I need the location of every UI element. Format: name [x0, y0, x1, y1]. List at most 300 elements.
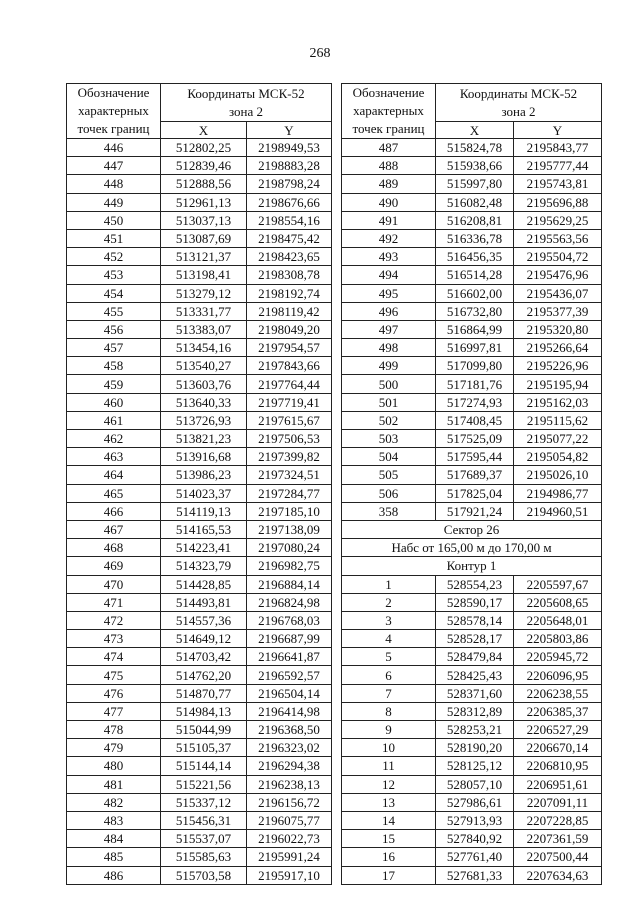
x-value: 513540,27 [161, 357, 247, 375]
table-row [67, 848, 332, 866]
coords-title-line-1: Координаты МСК-52 [187, 85, 305, 101]
x-value: 527913,93 [436, 811, 514, 829]
point-id: 448 [67, 175, 161, 193]
x-value: 517921,24 [436, 502, 514, 520]
y-value: 2197506,53 [247, 430, 332, 448]
y-value: 2197719,41 [247, 393, 332, 411]
y-value: 2207091,11 [514, 793, 602, 811]
y-value: 2205608,65 [514, 593, 602, 611]
point-id: 9 [342, 721, 436, 739]
y-value: 2198798,24 [247, 175, 332, 193]
table-row [67, 411, 332, 429]
point-id: 468 [67, 539, 161, 557]
point-id: 461 [67, 411, 161, 429]
y-value: 2195077,22 [514, 430, 602, 448]
point-id: 4 [342, 630, 436, 648]
y-value: 2196982,75 [247, 557, 332, 575]
x-value: 515938,66 [436, 157, 514, 175]
point-id: 497 [342, 320, 436, 338]
x-value: 513037,13 [161, 211, 247, 229]
coordinates-table-right [341, 83, 602, 885]
x-value: 528125,12 [436, 757, 514, 775]
y-value: 2198308,78 [247, 266, 332, 284]
point-id: 473 [67, 630, 161, 648]
x-value: 517825,04 [436, 484, 514, 502]
x-value: 516456,35 [436, 248, 514, 266]
table-row [342, 575, 602, 593]
x-value: 514557,36 [161, 611, 247, 629]
table-row [67, 339, 332, 357]
table-row [342, 775, 602, 793]
point-id: 7 [342, 684, 436, 702]
point-id: 492 [342, 229, 436, 247]
x-value: 527761,40 [436, 848, 514, 866]
x-value: 516997,81 [436, 339, 514, 357]
y-value: 2196075,77 [247, 811, 332, 829]
table-row [67, 484, 332, 502]
point-id: 5 [342, 648, 436, 666]
x-value: 516514,28 [436, 266, 514, 284]
sector-title: Сектор 26 [342, 520, 602, 538]
point-id: 467 [67, 520, 161, 538]
point-id: 15 [342, 830, 436, 848]
point-id: 452 [67, 248, 161, 266]
point-id: 503 [342, 430, 436, 448]
x-value: 517099,80 [436, 357, 514, 375]
y-value: 2195504,72 [514, 248, 602, 266]
point-id: 470 [67, 575, 161, 593]
x-value: 517689,37 [436, 466, 514, 484]
table-row [342, 739, 602, 757]
table-row [67, 157, 332, 175]
designation-line-1: Обозначение [352, 85, 425, 100]
table-row [342, 630, 602, 648]
point-id: 457 [67, 339, 161, 357]
x-value: 528253,21 [436, 721, 514, 739]
point-id: 472 [67, 611, 161, 629]
y-value: 2205803,86 [514, 630, 602, 648]
point-id: 506 [342, 484, 436, 502]
x-value: 513087,69 [161, 229, 247, 247]
x-value: 527840,92 [436, 830, 514, 848]
x-value: 515585,63 [161, 848, 247, 866]
table-row [67, 684, 332, 702]
point-id: 455 [67, 302, 161, 320]
y-value: 2206670,14 [514, 739, 602, 757]
y-value: 2207634,63 [514, 866, 602, 884]
page-number: 268 [309, 46, 331, 61]
point-id: 446 [67, 139, 161, 157]
table-row [342, 375, 602, 393]
x-value: 514428,85 [161, 575, 247, 593]
table-row [342, 502, 602, 520]
table-row [67, 193, 332, 211]
table-row [67, 539, 332, 557]
table-row [67, 375, 332, 393]
x-value: 512802,25 [161, 139, 247, 157]
point-id: 488 [342, 157, 436, 175]
table-row [342, 175, 602, 193]
point-id: 13 [342, 793, 436, 811]
point-id: 500 [342, 375, 436, 393]
y-value: 2195917,10 [247, 866, 332, 884]
table-row [342, 139, 602, 157]
table-row [342, 684, 602, 702]
point-id: 481 [67, 775, 161, 793]
designation-line-2: характерных [78, 103, 149, 118]
table-row [342, 357, 602, 375]
table-row [67, 211, 332, 229]
point-id: 460 [67, 393, 161, 411]
point-id: 480 [67, 757, 161, 775]
x-value: 516602,00 [436, 284, 514, 302]
y-value: 2196592,57 [247, 666, 332, 684]
point-id: 464 [67, 466, 161, 484]
x-value: 528578,14 [436, 611, 514, 629]
x-value: 516208,81 [436, 211, 514, 229]
x-value: 516336,78 [436, 229, 514, 247]
y-value: 2195743,81 [514, 175, 602, 193]
table-row [342, 211, 602, 229]
y-value: 2196768,03 [247, 611, 332, 629]
table-row [67, 666, 332, 684]
point-id: 451 [67, 229, 161, 247]
point-id: 474 [67, 648, 161, 666]
point-id: 469 [67, 557, 161, 575]
x-value: 513603,76 [161, 375, 247, 393]
y-value: 2195054,82 [514, 448, 602, 466]
point-id: 463 [67, 448, 161, 466]
x-value: 515044,99 [161, 721, 247, 739]
y-value: 2196294,38 [247, 757, 332, 775]
table-row [342, 248, 602, 266]
table-row [342, 721, 602, 739]
coords-title-line-2: зона 2 [501, 103, 536, 119]
coords-title-line-1: Координаты МСК-52 [459, 85, 578, 101]
point-id: 11 [342, 757, 436, 775]
point-id: 479 [67, 739, 161, 757]
point-id: 489 [342, 175, 436, 193]
table-row [67, 648, 332, 666]
coords-title-line-2: зона 2 [228, 103, 264, 119]
designation-line-3: точек границ [77, 121, 150, 136]
x-value: 516864,99 [436, 320, 514, 338]
x-value: 512839,46 [161, 157, 247, 175]
table-row [342, 266, 602, 284]
x-value: 517408,45 [436, 411, 514, 429]
table-row [342, 284, 602, 302]
x-value: 515537,07 [161, 830, 247, 848]
y-value: 2198192,74 [247, 284, 332, 302]
y-value: 2205648,01 [514, 611, 602, 629]
point-id: 478 [67, 721, 161, 739]
table-row [67, 284, 332, 302]
y-value: 2206527,29 [514, 721, 602, 739]
y-header: Y [247, 122, 332, 139]
y-value: 2196414,98 [247, 702, 332, 720]
x-value: 513279,12 [161, 284, 247, 302]
table-row [67, 357, 332, 375]
point-id: 449 [67, 193, 161, 211]
y-value: 2206810,95 [514, 757, 602, 775]
y-value: 2195162,03 [514, 393, 602, 411]
point-id: 8 [342, 702, 436, 720]
x-header: X [436, 122, 514, 139]
y-value: 2197954,57 [247, 339, 332, 357]
x-value: 514323,79 [161, 557, 247, 575]
y-value: 2195436,07 [514, 284, 602, 302]
table-row [342, 702, 602, 720]
x-value: 512961,13 [161, 193, 247, 211]
x-value: 517274,93 [436, 393, 514, 411]
point-id: 498 [342, 339, 436, 357]
y-value: 2198119,42 [247, 302, 332, 320]
table-row [67, 793, 332, 811]
table-row [67, 721, 332, 739]
x-value: 513331,77 [161, 302, 247, 320]
y-value: 2197080,24 [247, 539, 332, 557]
contour-title: Контур 1 [342, 557, 602, 575]
x-value: 528590,17 [436, 593, 514, 611]
table-row [67, 866, 332, 884]
x-value: 515703,58 [161, 866, 247, 884]
y-value: 2207500,44 [514, 848, 602, 866]
table-row [342, 484, 602, 502]
x-value: 528528,17 [436, 630, 514, 648]
x-value: 513454,16 [161, 339, 247, 357]
table-row [342, 611, 602, 629]
point-id: 490 [342, 193, 436, 211]
point-id: 3 [342, 611, 436, 629]
table-row [342, 320, 602, 338]
x-header: X [161, 122, 247, 139]
y-value: 2195696,88 [514, 193, 602, 211]
point-id: 6 [342, 666, 436, 684]
y-value: 2195563,56 [514, 229, 602, 247]
point-id: 454 [67, 284, 161, 302]
designation-line-1: Обозначение [77, 85, 150, 100]
x-value: 515105,37 [161, 739, 247, 757]
point-id: 476 [67, 684, 161, 702]
table-row [342, 648, 602, 666]
y-value: 2195115,62 [514, 411, 602, 429]
table-row [67, 520, 332, 538]
table-row [67, 630, 332, 648]
table-row [342, 848, 602, 866]
x-value: 515456,31 [161, 811, 247, 829]
x-value: 514984,13 [161, 702, 247, 720]
table-row [342, 411, 602, 429]
point-id: 491 [342, 211, 436, 229]
point-id: 499 [342, 357, 436, 375]
x-value: 516732,80 [436, 302, 514, 320]
point-id: 485 [67, 848, 161, 866]
designation-line-2: характерных [353, 103, 424, 118]
table-row [342, 811, 602, 829]
x-value: 515824,78 [436, 139, 514, 157]
table-row [67, 448, 332, 466]
x-value: 514165,53 [161, 520, 247, 538]
table-row [342, 666, 602, 684]
y-value: 2195777,44 [514, 157, 602, 175]
x-value: 528371,60 [436, 684, 514, 702]
y-value: 2196687,99 [247, 630, 332, 648]
y-value: 2195320,80 [514, 320, 602, 338]
table-row [67, 611, 332, 629]
table-row [67, 775, 332, 793]
x-value: 513821,23 [161, 430, 247, 448]
y-value: 2195377,39 [514, 302, 602, 320]
table-row [67, 430, 332, 448]
table-row [342, 466, 602, 484]
table-row [67, 811, 332, 829]
y-value: 2197138,09 [247, 520, 332, 538]
y-value: 2206385,37 [514, 702, 602, 720]
x-value: 515221,56 [161, 775, 247, 793]
designation-header [67, 84, 161, 139]
x-value: 527681,33 [436, 866, 514, 884]
y-value: 2207228,85 [514, 811, 602, 829]
point-id: 505 [342, 466, 436, 484]
table-row [342, 430, 602, 448]
x-value: 512888,56 [161, 175, 247, 193]
x-value: 513640,33 [161, 393, 247, 411]
table-row [342, 830, 602, 848]
y-value: 2206096,95 [514, 666, 602, 684]
y-value: 2206238,55 [514, 684, 602, 702]
point-id: 2 [342, 593, 436, 611]
point-id: 358 [342, 502, 436, 520]
x-value: 517595,44 [436, 448, 514, 466]
point-id: 487 [342, 139, 436, 157]
x-value: 515337,12 [161, 793, 247, 811]
table-row [342, 593, 602, 611]
y-value: 2198676,66 [247, 193, 332, 211]
table-row [342, 157, 602, 175]
point-id: 462 [67, 430, 161, 448]
x-value: 515997,80 [436, 175, 514, 193]
table-row [67, 502, 332, 520]
point-id: 471 [67, 593, 161, 611]
y-value: 2198049,20 [247, 320, 332, 338]
point-id: 483 [67, 811, 161, 829]
table-row [67, 739, 332, 757]
point-id: 1 [342, 575, 436, 593]
y-value: 2196156,72 [247, 793, 332, 811]
x-value: 514870,77 [161, 684, 247, 702]
y-value: 2196824,98 [247, 593, 332, 611]
y-value: 2196238,13 [247, 775, 332, 793]
point-id: 501 [342, 393, 436, 411]
x-value: 528479,84 [436, 648, 514, 666]
coords-header [436, 84, 602, 122]
y-value: 2195026,10 [514, 466, 602, 484]
point-id: 14 [342, 811, 436, 829]
y-value: 2196884,14 [247, 575, 332, 593]
table-row [342, 866, 602, 884]
designation-line-3: точек границ [352, 121, 425, 136]
point-id: 453 [67, 266, 161, 284]
y-value: 2197324,51 [247, 466, 332, 484]
table-row [342, 793, 602, 811]
table-row [67, 320, 332, 338]
point-id: 17 [342, 866, 436, 884]
point-id: 486 [67, 866, 161, 884]
point-id: 12 [342, 775, 436, 793]
point-id: 450 [67, 211, 161, 229]
y-value: 2198423,65 [247, 248, 332, 266]
point-id: 493 [342, 248, 436, 266]
table-row [67, 830, 332, 848]
table-row [67, 175, 332, 193]
y-value: 2196022,73 [247, 830, 332, 848]
y-value: 2206951,61 [514, 775, 602, 793]
table-row [342, 448, 602, 466]
table-row [67, 757, 332, 775]
y-value: 2194986,77 [514, 484, 602, 502]
point-id: 477 [67, 702, 161, 720]
point-id: 504 [342, 448, 436, 466]
table-row [342, 302, 602, 320]
x-value: 528312,89 [436, 702, 514, 720]
x-value: 517525,09 [436, 430, 514, 448]
x-value: 527986,61 [436, 793, 514, 811]
point-id: 458 [67, 357, 161, 375]
x-value: 514023,37 [161, 484, 247, 502]
designation-header [342, 84, 436, 139]
table-row [67, 575, 332, 593]
y-value: 2198883,28 [247, 157, 332, 175]
x-value: 514762,20 [161, 666, 247, 684]
x-value: 513916,68 [161, 448, 247, 466]
table-row [67, 702, 332, 720]
x-value: 513726,93 [161, 411, 247, 429]
table-row [342, 193, 602, 211]
x-value: 513121,37 [161, 248, 247, 266]
table-row [342, 393, 602, 411]
y-value: 2195195,94 [514, 375, 602, 393]
y-value: 2196641,87 [247, 648, 332, 666]
y-value: 2197284,77 [247, 484, 332, 502]
y-value: 2197399,82 [247, 448, 332, 466]
y-value: 2197843,66 [247, 357, 332, 375]
x-value: 515144,14 [161, 757, 247, 775]
table-row [342, 757, 602, 775]
coords-header [161, 84, 332, 122]
point-id: 16 [342, 848, 436, 866]
x-value: 516082,48 [436, 193, 514, 211]
table-row [67, 248, 332, 266]
y-value: 2198949,53 [247, 139, 332, 157]
table-row [342, 229, 602, 247]
y-value: 2196504,14 [247, 684, 332, 702]
table-row [67, 302, 332, 320]
x-value: 514703,42 [161, 648, 247, 666]
x-value: 514119,13 [161, 502, 247, 520]
table-row [67, 466, 332, 484]
table-row [67, 266, 332, 284]
y-value: 2196368,50 [247, 721, 332, 739]
y-value: 2205597,67 [514, 575, 602, 593]
y-value: 2197615,67 [247, 411, 332, 429]
table-row [342, 339, 602, 357]
point-id: 482 [67, 793, 161, 811]
x-value: 528425,43 [436, 666, 514, 684]
y-value: 2195266,64 [514, 339, 602, 357]
point-id: 494 [342, 266, 436, 284]
point-id: 466 [67, 502, 161, 520]
table-row [67, 139, 332, 157]
